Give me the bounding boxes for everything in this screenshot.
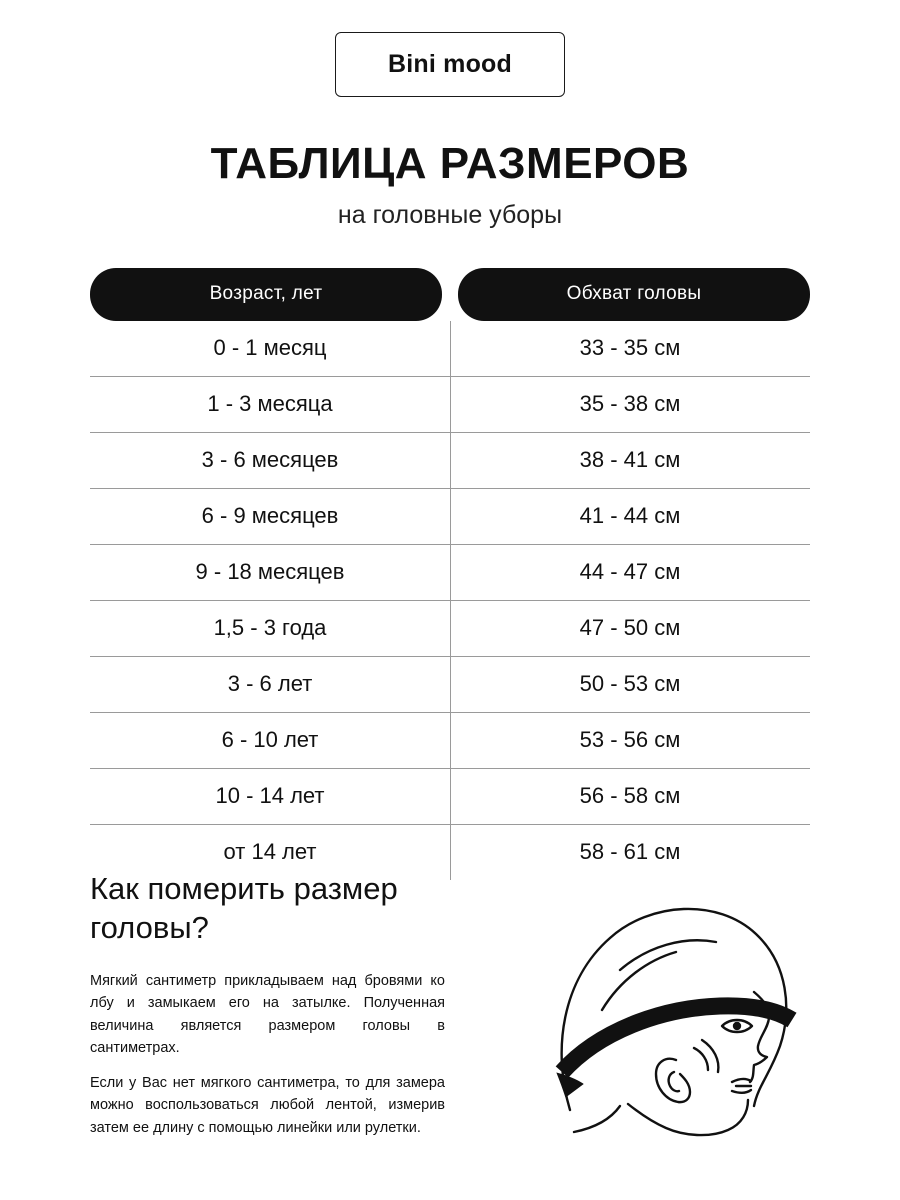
table-row (90, 377, 810, 433)
table-row (90, 601, 810, 657)
cell-circumference: 44 - 47 см (579, 559, 681, 584)
table-row (90, 657, 810, 713)
table-row (90, 489, 810, 545)
cell-circumference: 33 - 35 см (579, 335, 681, 360)
instructions-paragraph-1: Мягкий сантиметр прикладываем над бровями ко лбу и замыкаем его на затылке. Полученная величина является размером головы в сантиметрах. (90, 973, 445, 1057)
column-header-age: Возраст, лет (90, 268, 442, 321)
table-row (90, 769, 810, 825)
table-row (90, 713, 810, 769)
cell-age: 0 - 1 месяц (213, 335, 327, 360)
brand-logo: Bini mood (335, 32, 565, 97)
instructions-title: Как померить размер головы? (90, 871, 398, 945)
cell-age: 3 - 6 лет (227, 671, 313, 696)
table-body (90, 321, 810, 880)
instructions-section (0, 860, 900, 1200)
head-measurement-illustration (470, 860, 870, 1200)
cell-circumference: 35 - 38 см (579, 391, 681, 416)
cell-circumference: 53 - 56 см (579, 727, 681, 752)
instructions-paragraph-2: Если у Вас нет мягкого сантиметра, то для замера можно воспользоваться любой лентой, измерив затем ее длину с помощью линейки или рулетки. (90, 1075, 445, 1136)
cell-age: 10 - 14 лет (215, 783, 325, 808)
cell-circumference: 47 - 50 см (579, 615, 681, 640)
brand-header (0, 0, 900, 97)
size-table (90, 268, 810, 880)
cell-circumference: 38 - 41 см (579, 447, 681, 472)
column-header-circumference: Обхват головы (458, 268, 810, 321)
table-row (90, 433, 810, 489)
cell-age: 9 - 18 месяцев (195, 559, 345, 584)
cell-age: 6 - 9 месяцев (201, 503, 339, 528)
table-row (90, 545, 810, 601)
cell-age: 6 - 10 лет (221, 727, 319, 752)
cell-circumference: 50 - 53 см (579, 671, 681, 696)
page-title: ТАБЛИЦА РАЗМЕРОВ (210, 139, 690, 188)
cell-age: 1,5 - 3 года (213, 615, 327, 640)
cell-age: 1 - 3 месяца (207, 391, 333, 416)
cell-circumference: 41 - 44 см (579, 503, 681, 528)
cell-circumference: 58 - 61 см (579, 839, 681, 864)
table-row (90, 321, 810, 377)
cell-age: от 14 лет (223, 839, 317, 864)
cell-age: 3 - 6 месяцев (201, 447, 339, 472)
table-header-row (90, 268, 810, 321)
cell-circumference: 56 - 58 см (579, 783, 681, 808)
page-subtitle: на головные уборы (337, 201, 563, 229)
